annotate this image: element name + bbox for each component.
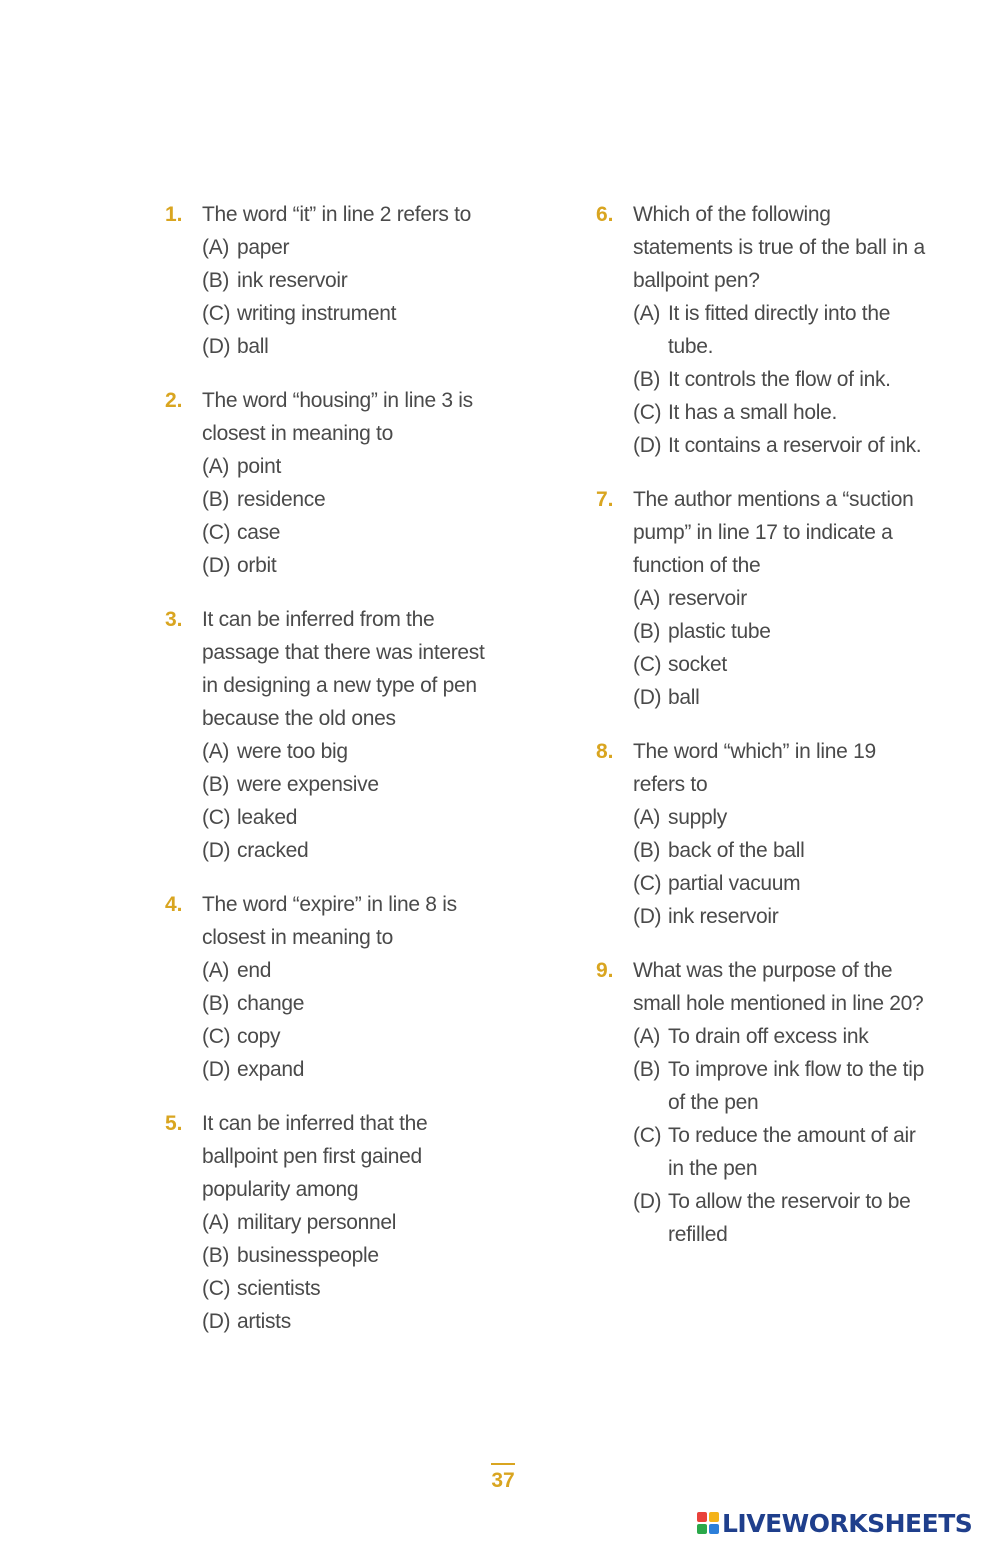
question-item xyxy=(165,888,505,1086)
answer-option[interactable] xyxy=(202,231,505,264)
option-letter: (C) xyxy=(202,1277,231,1300)
option-letter: (A) xyxy=(202,236,230,259)
option-letter: (B) xyxy=(633,368,661,391)
question-stem: The word “it” in line 2 refers to xyxy=(202,203,472,226)
questions-right-column xyxy=(596,198,926,1272)
question-stem: The word “housing” in line 3 is closest in meaning to xyxy=(202,389,473,445)
question-item xyxy=(596,954,926,1251)
answer-option[interactable] xyxy=(202,330,505,363)
answer-option[interactable] xyxy=(202,1053,505,1086)
option-text: ink reservoir xyxy=(668,905,779,928)
option-text: copy xyxy=(237,1025,281,1048)
answer-option[interactable] xyxy=(202,1272,505,1305)
option-text: plastic tube xyxy=(668,620,771,643)
option-letter: (B) xyxy=(633,620,661,643)
option-letter: (B) xyxy=(633,839,661,862)
option-text: To allow the reservoir to be refilled xyxy=(668,1190,911,1246)
option-text: It controls the flow of ink. xyxy=(668,368,891,391)
option-text: end xyxy=(237,959,272,982)
option-text: To reduce the amount of air in the pen xyxy=(668,1124,916,1180)
liveworksheets-brand xyxy=(697,1507,972,1539)
option-letter: (A) xyxy=(202,1211,230,1234)
question-number: 9. xyxy=(596,959,614,982)
option-text: To drain off excess ink xyxy=(668,1025,869,1048)
option-letter: (A) xyxy=(633,806,661,829)
option-text: orbit xyxy=(237,554,277,577)
option-text: supply xyxy=(668,806,727,829)
option-letter: (C) xyxy=(633,1124,662,1147)
option-text: partial vacuum xyxy=(668,872,801,895)
answer-option[interactable] xyxy=(633,648,926,681)
option-text: change xyxy=(237,992,305,1015)
option-text: It has a small hole. xyxy=(668,401,838,424)
question-stem: The word “expire” in line 8 is closest in meaning to xyxy=(202,893,457,949)
answer-option[interactable] xyxy=(202,483,505,516)
question-stem: The word “which” in line 19 refers to xyxy=(633,740,876,796)
question-stem: What was the purpose of the small hole mentioned in line 20? xyxy=(633,959,924,1015)
option-text: military personnel xyxy=(237,1211,397,1234)
answer-option[interactable] xyxy=(202,1020,505,1053)
question-item xyxy=(596,735,926,933)
option-letter: (D) xyxy=(633,686,662,709)
answer-option[interactable] xyxy=(633,900,926,933)
answer-option[interactable] xyxy=(633,867,926,900)
answer-options xyxy=(202,231,505,363)
answer-option[interactable] xyxy=(633,396,926,429)
page-number-rule xyxy=(491,1463,515,1465)
question-number: 5. xyxy=(165,1112,183,1135)
question-stem: The author mentions a “suction pump” in line 17 to indicate a function of the xyxy=(633,488,914,577)
option-text: expand xyxy=(237,1058,305,1081)
brand-name: LIVEWORKSHEETS xyxy=(722,1508,973,1538)
question-number: 7. xyxy=(596,488,614,511)
option-letter: (C) xyxy=(633,401,662,424)
option-letter: (A) xyxy=(633,587,661,610)
answer-option[interactable] xyxy=(202,954,505,987)
answer-option[interactable] xyxy=(202,735,505,768)
question-number: 4. xyxy=(165,893,183,916)
question-number: 2. xyxy=(165,389,183,412)
option-letter: (B) xyxy=(202,773,230,796)
option-text: ink reservoir xyxy=(237,269,348,292)
answer-option[interactable] xyxy=(202,450,505,483)
option-text: back of the ball xyxy=(668,839,805,862)
answer-option[interactable] xyxy=(633,429,926,462)
option-letter: (C) xyxy=(202,1025,231,1048)
answer-options xyxy=(202,735,505,867)
answer-option[interactable] xyxy=(633,582,926,615)
answer-options xyxy=(202,450,505,582)
option-letter: (B) xyxy=(202,269,230,292)
option-letter: (A) xyxy=(202,959,230,982)
answer-option[interactable] xyxy=(202,801,505,834)
question-stem: It can be inferred from the passage that there was interest in designing a new type of pen because the old ones xyxy=(202,608,485,730)
option-text: artists xyxy=(237,1310,291,1333)
answer-option[interactable] xyxy=(633,363,926,396)
option-letter: (D) xyxy=(633,905,662,928)
option-text: residence xyxy=(237,488,326,511)
option-letter: (B) xyxy=(202,992,230,1015)
option-letter: (A) xyxy=(633,1025,661,1048)
answer-option[interactable] xyxy=(202,516,505,549)
question-number: 1. xyxy=(165,203,183,226)
question-stem: Which of the following statements is true of the ball in a ballpoint pen? xyxy=(633,203,925,292)
answer-option[interactable] xyxy=(202,297,505,330)
option-text: ball xyxy=(237,335,269,358)
questions-left-column xyxy=(165,198,505,1359)
answer-options xyxy=(202,954,505,1086)
question-item xyxy=(165,1107,505,1338)
answer-option[interactable] xyxy=(633,681,926,714)
option-text: leaked xyxy=(237,806,298,829)
option-text: case xyxy=(237,521,281,544)
answer-option[interactable] xyxy=(202,768,505,801)
answer-option[interactable] xyxy=(202,1239,505,1272)
option-letter: (B) xyxy=(202,1244,230,1267)
answer-option[interactable] xyxy=(202,264,505,297)
answer-option[interactable] xyxy=(202,1206,505,1239)
question-number: 6. xyxy=(596,203,614,226)
option-text: It is fitted directly into the tube. xyxy=(668,302,891,358)
option-letter: (D) xyxy=(202,839,231,862)
option-text: To improve ink flow to the tip of the pen xyxy=(668,1058,924,1114)
answer-option[interactable] xyxy=(202,987,505,1020)
question-number: 3. xyxy=(165,608,183,631)
answer-option[interactable] xyxy=(633,1119,926,1185)
option-letter: (C) xyxy=(633,872,662,895)
option-letter: (C) xyxy=(202,806,231,829)
option-text: were expensive xyxy=(237,773,379,796)
answer-option[interactable] xyxy=(633,1053,926,1119)
option-letter: (C) xyxy=(202,521,231,544)
option-letter: (A) xyxy=(202,455,230,478)
option-letter: (D) xyxy=(202,554,231,577)
page-number: 37 xyxy=(491,1469,515,1492)
option-text: It contains a reservoir of ink. xyxy=(668,434,922,457)
answer-options xyxy=(633,1020,926,1251)
question-item xyxy=(596,198,926,462)
answer-options xyxy=(633,582,926,714)
option-letter: (D) xyxy=(202,335,231,358)
option-letter: (B) xyxy=(633,1058,661,1081)
option-letter: (C) xyxy=(633,653,662,676)
option-text: ball xyxy=(668,686,700,709)
option-text: point xyxy=(237,455,282,478)
question-stem: It can be inferred that the ballpoint pen first gained popularity among xyxy=(202,1112,428,1201)
answer-option[interactable] xyxy=(202,834,505,867)
option-text: scientists xyxy=(237,1277,321,1300)
option-letter: (D) xyxy=(202,1058,231,1081)
option-letter: (A) xyxy=(202,740,230,763)
option-letter: (D) xyxy=(633,434,662,457)
page-number-block xyxy=(480,1463,526,1493)
option-letter: (C) xyxy=(202,302,231,325)
liveworksheets-logo-icon xyxy=(697,1512,719,1534)
option-text: businesspeople xyxy=(237,1244,379,1267)
answer-options xyxy=(633,801,926,933)
answer-option[interactable] xyxy=(633,1020,926,1053)
option-letter: (A) xyxy=(633,302,661,325)
question-item xyxy=(165,603,505,867)
option-text: were too big xyxy=(237,740,348,763)
question-item xyxy=(165,198,505,363)
answer-options xyxy=(633,297,926,462)
question-item xyxy=(165,384,505,582)
question-number: 8. xyxy=(596,740,614,763)
option-letter: (D) xyxy=(202,1310,231,1333)
answer-option[interactable] xyxy=(633,1185,926,1251)
answer-option[interactable] xyxy=(633,834,926,867)
answer-option[interactable] xyxy=(633,297,926,363)
answer-option[interactable] xyxy=(202,549,505,582)
answer-option[interactable] xyxy=(202,1305,505,1338)
option-letter: (B) xyxy=(202,488,230,511)
answer-options xyxy=(202,1206,505,1338)
option-text: paper xyxy=(237,236,290,259)
question-item xyxy=(596,483,926,714)
answer-option[interactable] xyxy=(633,615,926,648)
option-text: writing instrument xyxy=(237,302,397,325)
option-text: socket xyxy=(668,653,727,676)
option-text: reservoir xyxy=(668,587,747,610)
option-letter: (D) xyxy=(633,1190,662,1213)
option-text: cracked xyxy=(237,839,309,862)
answer-option[interactable] xyxy=(633,801,926,834)
